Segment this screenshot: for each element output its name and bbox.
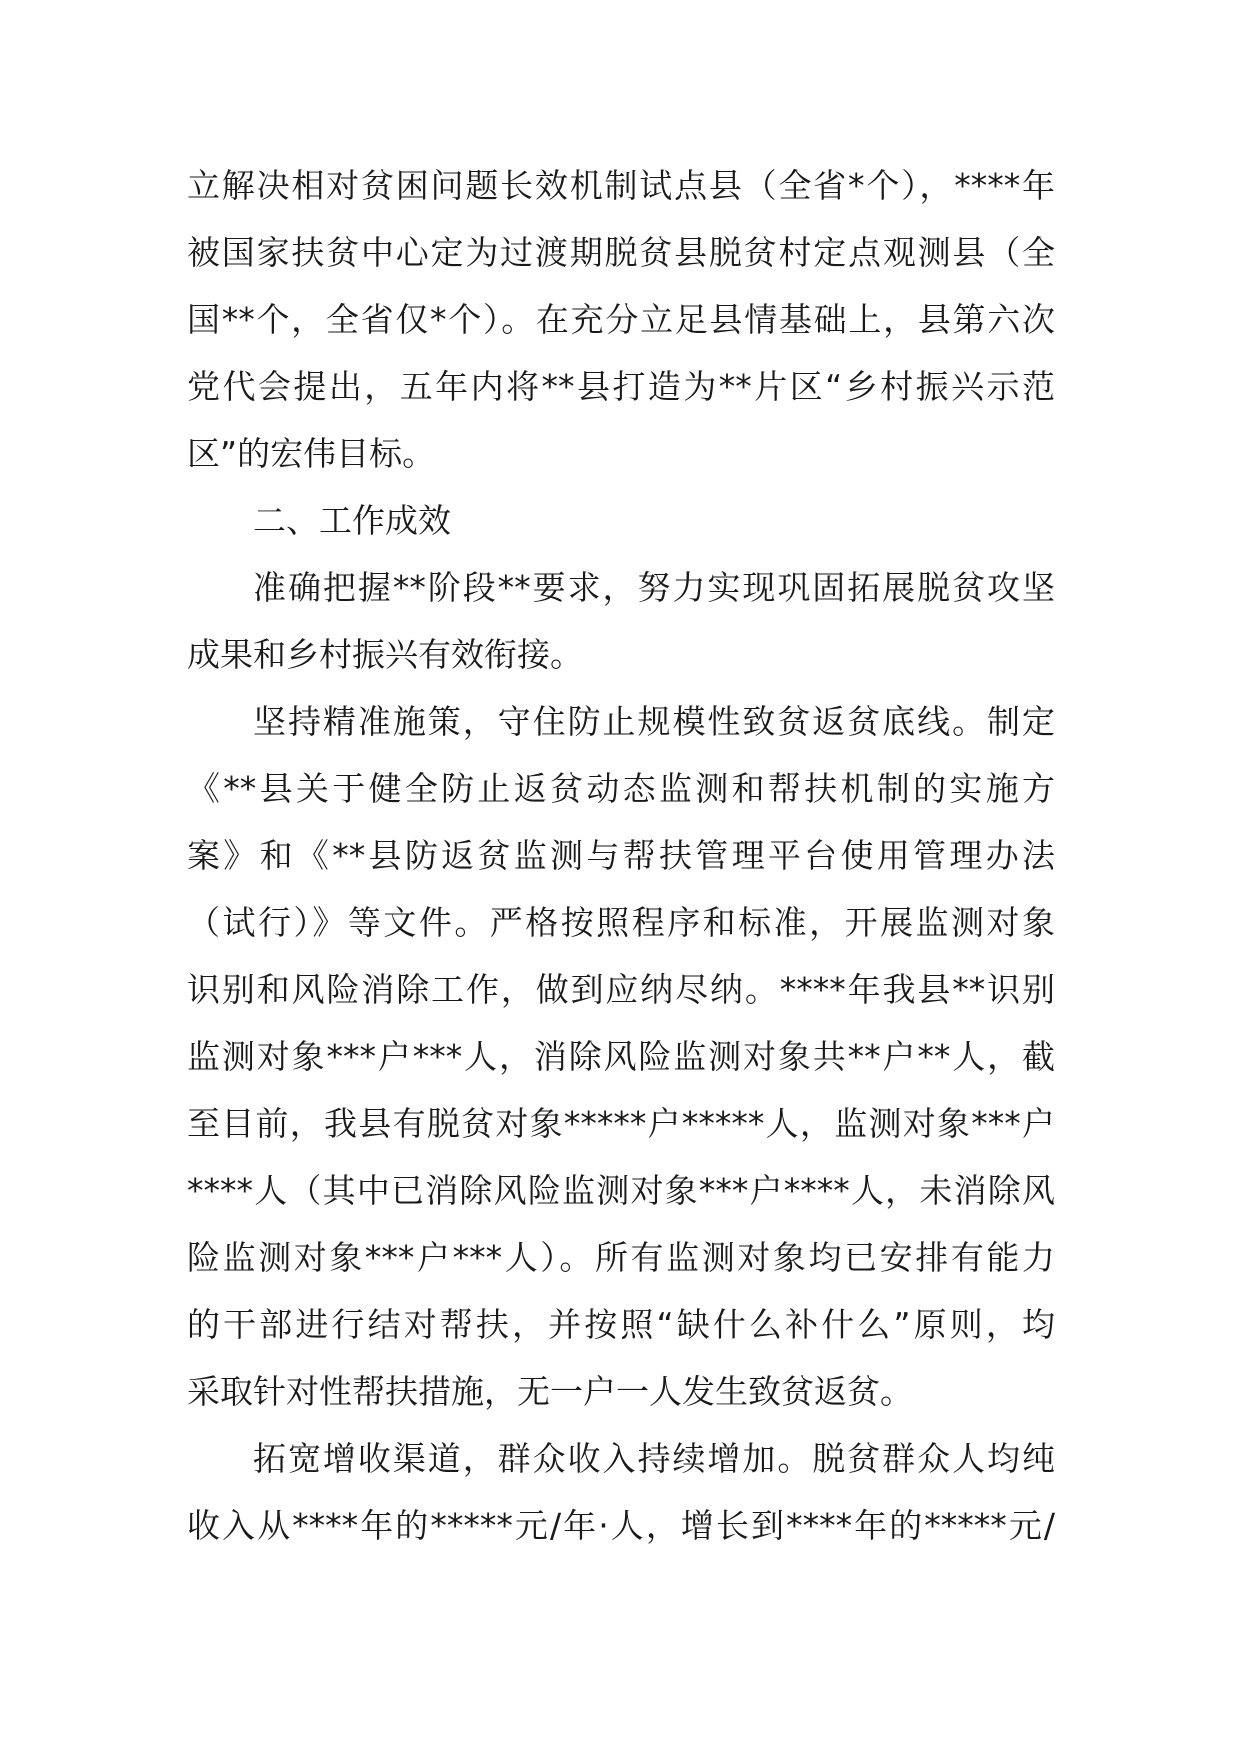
text-line: ****人（其中已消除风险监测对象***户****人，未消除风 <box>187 1171 1055 1210</box>
text-line: 案》和《**县防返贫监测与帮扶管理平台使用管理办法 <box>187 836 1055 875</box>
text-line: 《**县关于健全防止返贫动态监测和帮扶机制的实施方 <box>187 769 1055 808</box>
text-line: 国**个，全省仅*个）。在充分立足县情基础上，县第六次 <box>187 300 1055 339</box>
document-body <box>187 152 1055 1559</box>
text-line: 识别和风险消除工作，做到应纳尽纳。****年我县**识别 <box>187 970 1055 1009</box>
section-heading: 二、工作成效 <box>253 501 451 540</box>
text-line: 险监测对象***户***人）。所有监测对象均已安排有能力 <box>187 1238 1055 1277</box>
text-line: 监测对象***户***人，消除风险监测对象共**户**人，截 <box>187 1037 1056 1076</box>
text-line: 准确把握**阶段**要求，努力实现巩固拓展脱贫攻坚 <box>253 568 1055 607</box>
text-line: 坚持精准施策，守住防止规模性致贫返贫底线。制定 <box>253 702 1055 741</box>
text-line: 至目前，我县有脱贫对象*****户*****人，监测对象***户 <box>187 1104 1055 1143</box>
text-line: 成果和乡村振兴有效衔接。 <box>187 635 583 674</box>
text-line: 的干部进行结对帮扶，并按照“缺什么补什么”原则，均 <box>187 1305 1055 1344</box>
text-line: 区”的宏伟目标。 <box>187 434 436 473</box>
text-line: 拓宽增收渠道，群众收入持续增加。脱贫群众人均纯 <box>253 1439 1055 1478</box>
text-line: 被国家扶贫中心定为过渡期脱贫县脱贫村定点观测县（全 <box>187 233 1055 272</box>
text-line: 采取针对性帮扶措施，无一户一人发生致贫返贫。 <box>187 1372 913 1411</box>
text-line: （试行）》等文件。严格按照程序和标准，开展监测对象 <box>187 903 1055 942</box>
text-line: 收入从****年的*****元/年·人，增长到****年的*****元/ <box>187 1506 1055 1545</box>
text-line: 党代会提出，五年内将**县打造为**片区“乡村振兴示范 <box>187 367 1055 406</box>
text-line: 立解决相对贫困问题长效机制试点县（全省*个），****年 <box>187 166 1055 205</box>
